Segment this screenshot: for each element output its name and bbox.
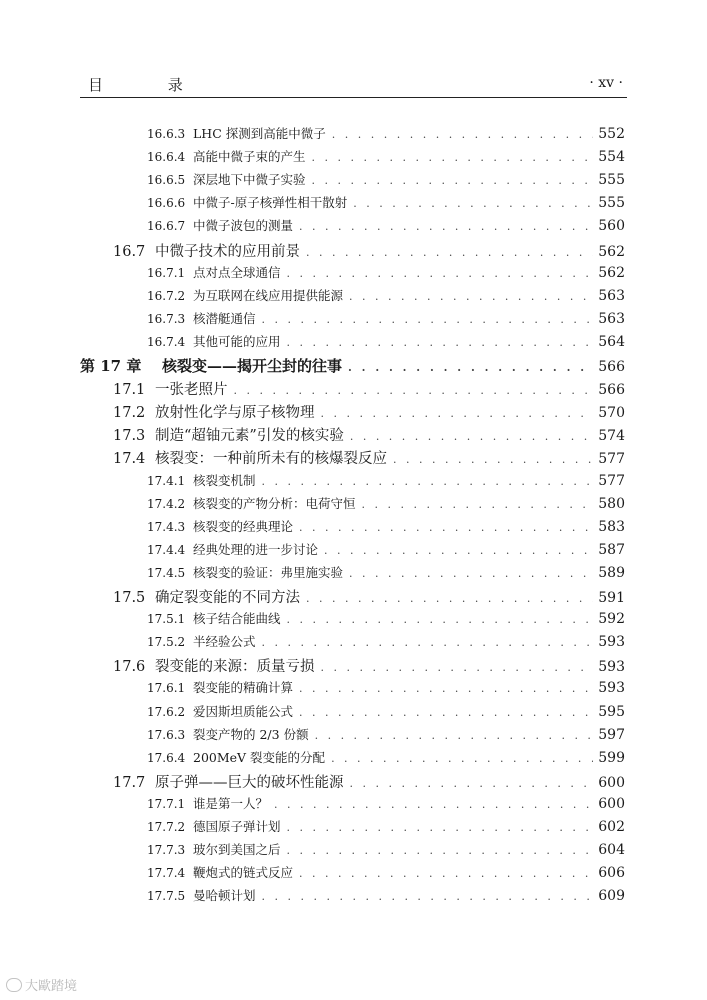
toc-dot-leader — [312, 151, 593, 164]
toc-entry-page: 593 — [598, 680, 625, 697]
toc-entry-page: 595 — [598, 703, 625, 720]
toc-entry-page: 574 — [598, 428, 625, 445]
toc-entry-sub — [147, 794, 625, 816]
toc-entry-page: 592 — [598, 611, 625, 628]
toc-dot-leader — [332, 128, 593, 141]
toc-entry-number: 17.6 — [113, 659, 146, 676]
toc-dot-leader — [324, 544, 593, 557]
toc-entry-title: 中微子-原子核弹性相干散射 — [193, 195, 348, 211]
toc-entry-sub — [147, 286, 625, 308]
toc-entry-number: 17.7.4 — [147, 866, 186, 881]
toc-entry-number: 17.3 — [113, 428, 146, 445]
toc-entry-number: 16.7.1 — [147, 265, 186, 280]
toc-entry-title: 核裂变——揭开尘封的往事 — [162, 357, 343, 375]
toc-entry-number: 17.4.4 — [147, 542, 186, 557]
toc-entry-title: 核潜艇通信 — [193, 310, 256, 326]
toc-entry-title: LHC 探测到高能中微子 — [193, 126, 326, 141]
toc-entry-title: 曼哈顿计划 — [193, 888, 256, 904]
toc-entry-page: 566 — [598, 359, 625, 375]
toc-entry-number: 16.6.7 — [147, 219, 186, 234]
toc-entry-number: 17.4.5 — [147, 565, 186, 580]
toc-dot-leader — [299, 521, 593, 534]
toc-entry-sub — [147, 147, 625, 169]
toc-entry-number: 17.7.3 — [147, 843, 186, 858]
toc-entry-sub — [147, 840, 625, 862]
toc-dot-leader — [299, 706, 593, 719]
toc-entry-sec — [113, 655, 625, 677]
toc-entry-number: 16.7.4 — [147, 334, 186, 349]
toc-dot-leader — [274, 798, 593, 811]
watermark — [6, 975, 77, 994]
toc-entry-sub — [147, 471, 625, 493]
toc-entry-ch — [80, 355, 625, 377]
toc-entry-title: 核裂变：一种前所未有的核爆裂反应 — [155, 451, 387, 468]
toc-entry-title: 高能中微子束的产生 — [193, 149, 306, 165]
toc-entry-page: 555 — [598, 195, 625, 212]
toc-entry-number: 17.7.5 — [147, 889, 186, 904]
toc-entry-number: 17.5 — [113, 590, 146, 606]
page-title: 目 录 — [88, 76, 213, 94]
toc-dot-leader — [287, 821, 593, 834]
toc-entry-title: 制造“超铀元素”引发的核实验 — [155, 428, 344, 445]
toc-dot-leader — [262, 313, 593, 326]
toc-entry-title: 为互联网在线应用提供能源 — [193, 287, 344, 303]
toc-dot-leader — [287, 336, 593, 349]
toc-entry-page: 562 — [598, 243, 625, 260]
page-number: · xv · — [589, 75, 623, 91]
toc-dot-leader — [262, 890, 593, 903]
toc-dot-leader — [299, 682, 593, 695]
toc-entry-number: 17.2 — [113, 405, 146, 422]
toc-entry-sec — [113, 401, 625, 423]
toc-entry-title: 点对点全球通信 — [193, 264, 281, 280]
toc-entry-page: 552 — [598, 126, 625, 142]
toc-entry-sec — [113, 586, 625, 608]
toc-entry-sub — [147, 193, 625, 215]
toc-dot-leader — [312, 174, 593, 187]
toc-entry-title: 中微子技术的应用前景 — [155, 243, 300, 260]
toc-entry-title: 确定裂变能的不同方法 — [155, 590, 300, 606]
toc-entry-page: 583 — [598, 518, 625, 535]
toc-entry-number: 17.4.2 — [147, 496, 186, 511]
toc-entry-number: 17.7.1 — [147, 796, 186, 811]
toc-entry-number: 17.6.1 — [147, 681, 186, 696]
toc-entry-title: 一张老照片 — [155, 382, 228, 399]
toc-entry-sub — [147, 678, 625, 700]
toc-entry-title: 爱因斯坦质能公式 — [193, 703, 294, 719]
toc-entry-number: 16.7.2 — [147, 288, 186, 303]
toc-entry-page: 591 — [598, 590, 625, 606]
toc-entry-number: 17.4.1 — [147, 473, 186, 488]
toc-entry-number: 17.5.1 — [147, 612, 186, 627]
toc-dot-leader — [262, 636, 593, 649]
toc-dot-leader — [362, 498, 593, 511]
toc-entry-sub — [147, 216, 625, 238]
toc-entry-page: 580 — [598, 495, 625, 512]
toc-entry-title: 裂变产物的 2/3 份额 — [193, 726, 309, 742]
toc-entry-page: 555 — [598, 172, 625, 189]
toc-entry-title: 原子弹——巨大的破坏性能源 — [155, 774, 344, 791]
toc-entry-sub — [147, 748, 625, 770]
toc-entry-sub — [147, 332, 625, 354]
toc-entry-page: 563 — [598, 310, 625, 327]
toc-dot-leader — [287, 613, 593, 626]
toc-entry-page: 577 — [598, 472, 625, 489]
toc-entry-number: 17.7.2 — [147, 820, 186, 834]
toc-entry-title: 德国原子弹计划 — [193, 819, 281, 834]
toc-entry-page: 600 — [598, 774, 625, 791]
toc-entry-page: 602 — [598, 819, 625, 835]
toc-dot-leader — [353, 197, 593, 210]
toc-entry-title: 其他可能的应用 — [193, 333, 281, 349]
toc-entry-number: 17.5.2 — [147, 635, 186, 650]
toc-entry-page: 554 — [598, 149, 625, 166]
toc-entry-sub — [147, 263, 625, 285]
toc-dot-leader — [262, 475, 593, 488]
toc-entry-page: 577 — [598, 451, 625, 468]
toc-entry-number: 16.7 — [113, 243, 146, 260]
toc-dot-leader — [331, 752, 593, 765]
watermark-logo-icon — [6, 978, 22, 992]
toc-entry-page: 600 — [598, 795, 625, 812]
toc-dot-leader — [287, 267, 593, 280]
toc-entry-sec — [113, 771, 625, 793]
toc-dot-leader — [349, 290, 593, 303]
toc-entry-title: 半经验公式 — [193, 634, 256, 650]
toc-dot-leader — [299, 867, 593, 880]
toc-entry-number: 16.6.4 — [147, 150, 186, 165]
toc-entry-sec — [113, 424, 625, 446]
toc-entry-number: 17.1 — [113, 382, 146, 399]
header-rule — [80, 97, 627, 98]
toc-entry-sub — [147, 563, 625, 585]
toc-entry-title: 裂变能的来源：质量亏损 — [155, 659, 315, 676]
toc-entry-page: 587 — [598, 541, 625, 558]
toc-entry-sub — [147, 517, 625, 539]
toc-entry-sub — [147, 309, 625, 331]
toc-dot-leader — [393, 453, 593, 466]
toc-entry-title: 放射性化学与原子核物理 — [155, 405, 315, 422]
toc-entry-number: 16.6.3 — [147, 127, 186, 141]
toc-dot-leader — [306, 246, 593, 259]
toc-entry-page: 562 — [598, 264, 625, 281]
toc-dot-leader — [306, 592, 593, 605]
toc-entry-page: 606 — [598, 865, 625, 882]
toc-entry-sub — [147, 863, 625, 885]
toc-entry-page: 604 — [598, 842, 625, 859]
toc-entry-sub — [147, 702, 625, 724]
toc-entry-number: 17.7 — [113, 774, 146, 791]
toc-entry-title: 核裂变的产物分析：电荷守恒 — [193, 495, 356, 511]
toc-entry-page: 570 — [598, 405, 625, 422]
toc-entry-sub — [147, 886, 625, 908]
toc-dot-leader — [321, 661, 594, 674]
toc-dot-leader — [287, 844, 593, 857]
toc-entry-title: 核裂变的经典理论 — [193, 518, 294, 534]
toc-entry-sub — [147, 540, 625, 562]
toc-dot-leader — [350, 430, 593, 443]
toc-entry-page: 560 — [598, 218, 625, 235]
toc-entry-page: 597 — [598, 726, 625, 743]
toc-entry-page: 593 — [598, 659, 625, 676]
toc-entry-page: 599 — [598, 749, 625, 766]
toc-entry-title: 中微子波包的测量 — [193, 218, 294, 234]
toc-entry-page: 589 — [598, 564, 625, 581]
toc-entry-page: 566 — [598, 382, 625, 399]
toc-dot-leader — [350, 777, 594, 790]
toc-dot-leader — [299, 220, 593, 233]
toc-entry-sub — [147, 609, 625, 631]
toc-entry-page: 609 — [598, 888, 625, 905]
toc-entry-number: 17.4.3 — [147, 519, 186, 534]
toc-dot-leader — [234, 384, 594, 397]
toc-dot-leader — [348, 361, 593, 374]
toc-dot-leader — [349, 567, 593, 580]
toc-entry-number: 第 17 章 — [80, 357, 142, 375]
toc-entry-number: 16.7.3 — [147, 311, 186, 326]
toc-entry-number: 17.6.2 — [147, 704, 186, 719]
toc-entry-number: 16.6.5 — [147, 173, 186, 188]
toc-entry-title: 核子结合能曲线 — [193, 611, 281, 627]
toc-entry-number: 17.6.3 — [147, 727, 186, 742]
toc-entry-number: 16.6.6 — [147, 196, 186, 211]
toc-entry-sub — [147, 817, 625, 839]
toc-entry-sec — [113, 378, 625, 400]
toc-entry-title: 200MeV 裂变能的分配 — [193, 749, 326, 765]
toc-entry-title: 谁是第一人？ — [193, 795, 269, 811]
toc-entry-number: 17.4 — [113, 451, 146, 468]
toc-entry-page: 563 — [598, 287, 625, 304]
toc-entry-sub — [147, 632, 625, 654]
toc-dot-leader — [315, 729, 593, 742]
toc-entry-title: 玻尔到美国之后 — [193, 842, 281, 858]
toc-entry-sec — [113, 447, 625, 469]
toc-entry-sub — [147, 494, 625, 516]
page-header — [80, 74, 623, 96]
toc-entry-title: 核裂变机制 — [193, 472, 256, 488]
toc-entry-sub — [147, 725, 625, 747]
toc-entry-title: 裂变能的精确计算 — [193, 680, 294, 696]
toc-entry-sec — [113, 240, 625, 262]
toc-entry-sub — [147, 170, 625, 192]
watermark-text: 大歐踏境 — [25, 979, 78, 994]
toc-entry-sub — [147, 124, 625, 146]
toc-entry-title: 经典处理的进一步讨论 — [193, 541, 319, 557]
toc-entry-page: 564 — [598, 333, 625, 350]
toc-entry-title: 深层地下中微子实验 — [193, 172, 306, 188]
toc-entry-page: 593 — [598, 634, 625, 651]
toc-entry-title: 核裂变的验证：弗里施实验 — [193, 564, 344, 580]
toc-entry-number: 17.6.4 — [147, 750, 186, 765]
toc-entry-title: 鞭炮式的链式反应 — [193, 865, 294, 881]
toc-dot-leader — [321, 407, 594, 420]
